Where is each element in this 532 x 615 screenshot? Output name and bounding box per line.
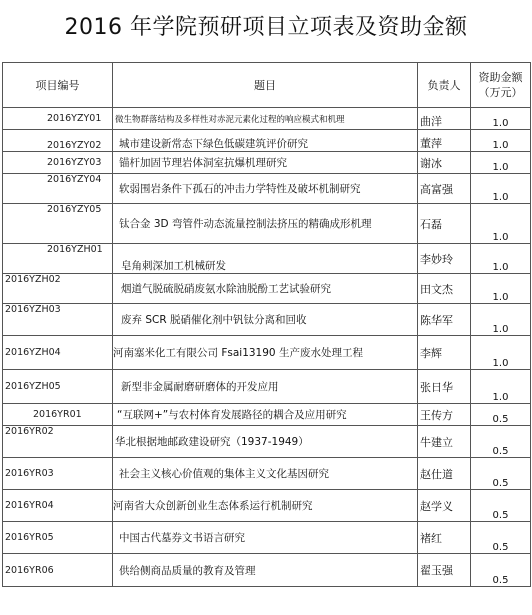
table-row <box>3 304 531 336</box>
cell-project-code: 2016YZH04 <box>3 336 113 370</box>
cell-project-lead: 张日华 <box>418 370 471 404</box>
table-row <box>3 554 531 587</box>
table-row <box>3 426 531 458</box>
cell-project-lead: 田文杰 <box>418 274 471 304</box>
cell-project-lead: 褚红 <box>418 522 471 554</box>
cell-project-lead: 赵仕道 <box>418 458 471 490</box>
cell-project-code: 2016YR04 <box>3 490 113 522</box>
table-row <box>3 404 531 426</box>
table-row <box>3 522 531 554</box>
cell-project-code: 2016YR03 <box>3 458 113 490</box>
cell-funding-amount: 0.5 <box>471 554 531 587</box>
cell-project-code: 2016YR02 <box>3 426 113 458</box>
cell-funding-amount: 1.0 <box>471 370 531 404</box>
table-row <box>3 336 531 370</box>
table-row <box>3 204 531 244</box>
cell-project-lead: 李妙玲 <box>418 244 471 274</box>
cell-project-lead: 李辉 <box>418 336 471 370</box>
cell-project-lead: 石磊 <box>418 204 471 244</box>
cell-project-title: 软弱围岩条件下孤石的冲击力学特性及破坏机制研究 <box>113 174 418 204</box>
table-row <box>3 458 531 490</box>
cell-funding-amount: 1.0 <box>471 304 531 336</box>
cell-project-code: 2016YZY03 <box>3 152 113 174</box>
table-row <box>3 174 531 204</box>
table-row <box>3 370 531 404</box>
cell-project-title: 皂角刺深加工机械研发 <box>113 244 418 274</box>
cell-project-title: 城市建设新常态下绿色低碳建筑评价研究 <box>113 130 418 152</box>
header-code: 项目编号 <box>3 63 113 108</box>
table-row <box>3 490 531 522</box>
table-header-row <box>3 63 531 108</box>
cell-project-lead: 翟玉强 <box>418 554 471 587</box>
cell-funding-amount: 0.5 <box>471 490 531 522</box>
cell-project-code: 2016YR05 <box>3 522 113 554</box>
cell-funding-amount: 1.0 <box>471 274 531 304</box>
cell-project-code: 2016YZY05 <box>3 204 113 244</box>
table-row <box>3 244 531 274</box>
cell-funding-amount: 1.0 <box>471 336 531 370</box>
cell-project-code: 2016YZH02 <box>3 274 113 304</box>
page-title: 2016 年学院预研项目立项表及资助金额 <box>64 15 468 40</box>
cell-project-code: 2016YZY02 <box>3 130 113 152</box>
cell-project-lead: 谢冰 <box>418 152 471 174</box>
cell-project-lead: 牛建立 <box>418 426 471 458</box>
cell-funding-amount: 1.0 <box>471 108 531 130</box>
header-fund <box>471 63 531 108</box>
project-table <box>2 62 531 587</box>
cell-project-code: 2016YZY04 <box>3 174 113 204</box>
header-lead: 负责人 <box>418 63 471 108</box>
header-fund-line1: 资助金额 <box>478 71 523 84</box>
table-row <box>3 130 531 152</box>
cell-funding-amount: 1.0 <box>471 244 531 274</box>
cell-project-title: 华北根据地邮政建设研究（1937-1949） <box>113 426 418 458</box>
cell-funding-amount: 1.0 <box>471 174 531 204</box>
cell-funding-amount: 0.5 <box>471 426 531 458</box>
cell-project-code: 2016YZY01 <box>3 108 113 130</box>
cell-project-code: 2016YR01 <box>3 404 113 426</box>
cell-project-title: 中国古代墓券文书语言研究 <box>113 522 418 554</box>
cell-funding-amount: 0.5 <box>471 404 531 426</box>
header-title: 题目 <box>113 63 418 108</box>
cell-project-title: 社会主义核心价值观的集体主义文化基因研究 <box>113 458 418 490</box>
cell-project-lead: 高富强 <box>418 174 471 204</box>
cell-project-title: 锚杆加固节理岩体洞室抗爆机理研究 <box>113 152 418 174</box>
cell-funding-amount: 0.5 <box>471 522 531 554</box>
cell-project-lead: 王传方 <box>418 404 471 426</box>
cell-project-lead: 董萍 <box>418 130 471 152</box>
cell-project-code: 2016YZH05 <box>3 370 113 404</box>
cell-project-code: 2016YZH01 <box>3 244 113 274</box>
cell-project-lead: 曲洋 <box>418 108 471 130</box>
cell-funding-amount: 0.5 <box>471 458 531 490</box>
cell-funding-amount: 1.0 <box>471 152 531 174</box>
cell-project-title: “互联网+”与农村体育发展路径的耦合及应用研究 <box>113 404 418 426</box>
cell-funding-amount: 1.0 <box>471 204 531 244</box>
cell-project-title: 河南塞米化工有限公司 Fsai13190 生产废水处理工程 <box>113 336 418 370</box>
table-row <box>3 152 531 174</box>
table-row <box>3 274 531 304</box>
cell-project-lead: 赵学义 <box>418 490 471 522</box>
table-row <box>3 108 531 130</box>
cell-project-title: 钛合金 3D 弯管件动态流量控制法挤压的精确成形机理 <box>113 204 418 244</box>
cell-project-title: 河南省大众创新创业生态体系运行机制研究 <box>113 490 418 522</box>
cell-project-lead: 陈华军 <box>418 304 471 336</box>
cell-project-title: 供给侧商品质量的教育及管理 <box>113 554 418 587</box>
table-body <box>3 108 531 587</box>
cell-project-code: 2016YZH03 <box>3 304 113 336</box>
cell-project-title: 微生物群落结构及多样性对赤泥元素化过程的响应模式和机理 <box>113 108 418 130</box>
cell-funding-amount: 1.0 <box>471 130 531 152</box>
cell-project-title: 废弃 SCR 脱硝催化剂中钒钛分离和回收 <box>113 304 418 336</box>
cell-project-title: 新型非金属耐磨研磨体的开发应用 <box>113 370 418 404</box>
cell-project-title: 烟道气脱硫脱硝废氨水除油脱酚工艺试验研究 <box>113 274 418 304</box>
header-fund-line2: （万元） <box>478 86 523 99</box>
cell-project-code: 2016YR06 <box>3 554 113 587</box>
